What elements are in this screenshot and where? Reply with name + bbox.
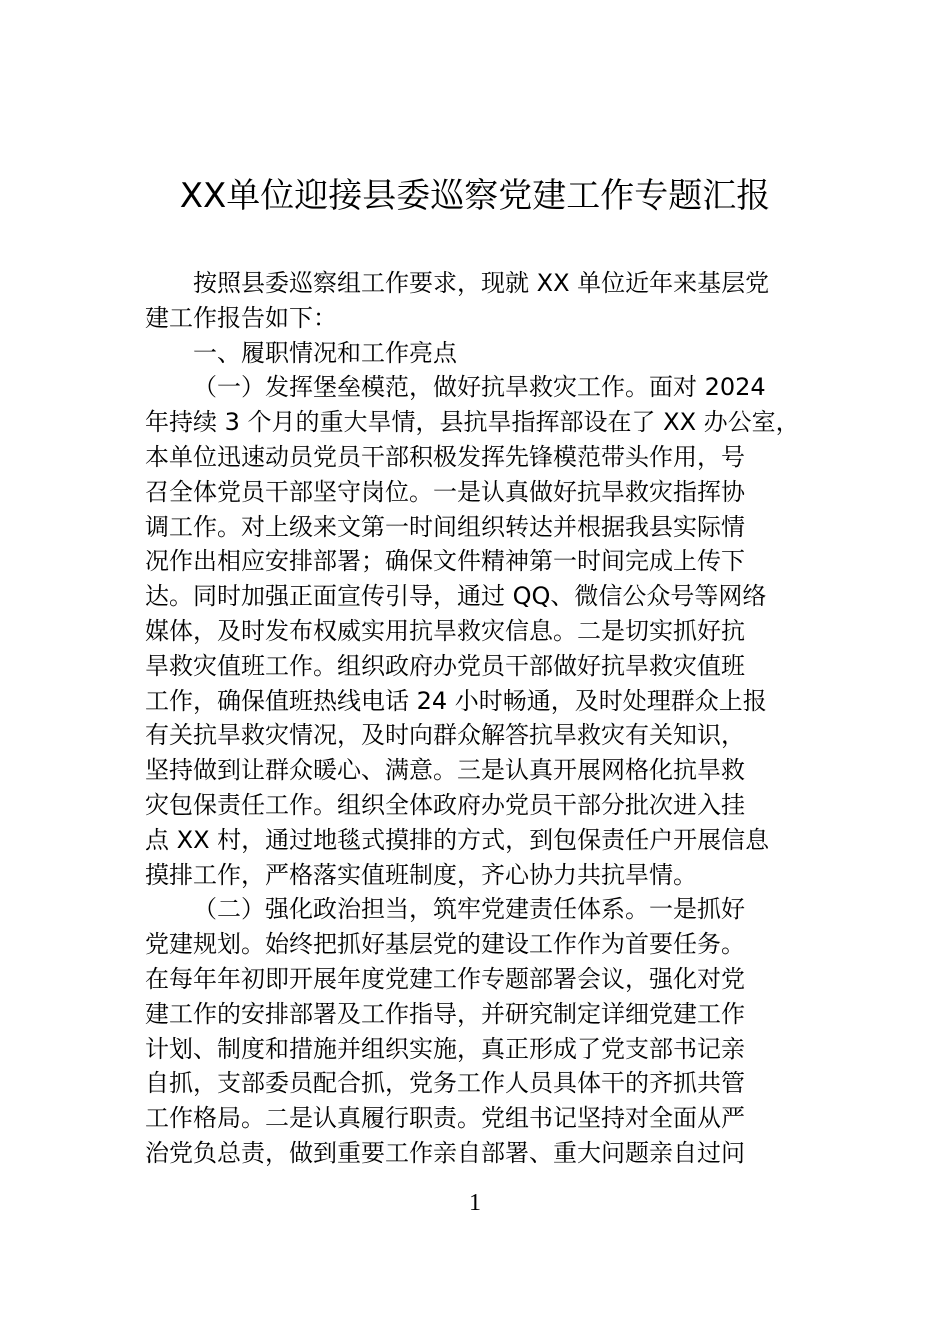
paragraph-line: 本单位迅速动员党员干部积极发挥先锋模范带头作用，号 [145,442,745,471]
paragraph-line: 工作，确保值班热线电话 24 小时畅通，及时处理群众上报 [145,686,767,715]
paragraph-line: 建工作报告如下： [145,303,337,332]
paragraph-line: 治党负总责，做到重要工作亲自部署、重大问题亲自过问 [145,1138,745,1167]
document-title: XX单位迎接县委巡察党建工作专题汇报 [179,176,771,216]
paragraph-line: 点 XX 村，通过地毯式摸排的方式，到包保责任户开展信息 [145,825,770,854]
subsection-heading-line: （二）强化政治担当，筑牢党建责任体系。一是抓好 [193,895,745,924]
subsection-heading-line: （一）发挥堡垒模范，做好抗旱救灾工作。面对 2024 [193,373,766,402]
paragraph-line: 党建规划。始终把抓好基层党的建设工作作为首要任务。 [145,930,745,959]
paragraph-line: 自抓，支部委员配合抓，党务工作人员具体干的齐抓共管 [145,1069,745,1098]
paragraph-line: 媒体，及时发布权威实用抗旱救灾信息。二是切实抓好抗 [145,616,745,645]
paragraph-line: 年持续 3 个月的重大旱情，县抗旱指挥部设在了 XX 办公室， [145,408,800,437]
paragraph-line: 况作出相应安排部署；确保文件精神第一时间完成上传下 [145,547,745,576]
paragraph-line: 建工作的安排部署及工作指导，并研究制定详细党建工作 [145,999,745,1028]
paragraph-line: 坚持做到让群众暖心、满意。三是认真开展网格化抗旱救 [145,756,745,785]
paragraph-line: 灾包保责任工作。组织全体政府办党员干部分批次进入挂 [145,790,745,819]
document-body [145,266,825,1171]
paragraph-line: 达。同时加强正面宣传引导，通过 QQ、微信公众号等网络 [145,582,767,611]
paragraph-line: 调工作。对上级来文第一时间组织转达并根据我县实际情 [145,512,745,541]
paragraph-line: 召全体党员干部坚守岗位。一是认真做好抗旱救灾指挥协 [145,477,745,506]
paragraph-line: 有关抗旱救灾情况，及时向群众解答抗旱救灾有关知识， [145,721,745,750]
paragraph-line: 摸排工作，严格落实值班制度，齐心协力共抗旱情。 [145,860,697,889]
paragraph-line: 旱救灾值班工作。组织政府办党员干部做好抗旱救灾值班 [145,651,745,680]
section-heading: 一、履职情况和工作亮点 [193,338,457,367]
paragraph-line: 在每年年初即开展年度党建工作专题部署会议，强化对党 [145,964,745,993]
paragraph-line: 按照县委巡察组工作要求，现就 XX 单位近年来基层党 [193,269,770,297]
paragraph-line: 工作格局。二是认真履行职责。党组书记坚持对全面从严 [145,1104,745,1133]
paragraph-line: 计划、制度和措施并组织实施，真正形成了党支部书记亲 [145,1034,745,1063]
page-number: 1 [469,1190,481,1216]
